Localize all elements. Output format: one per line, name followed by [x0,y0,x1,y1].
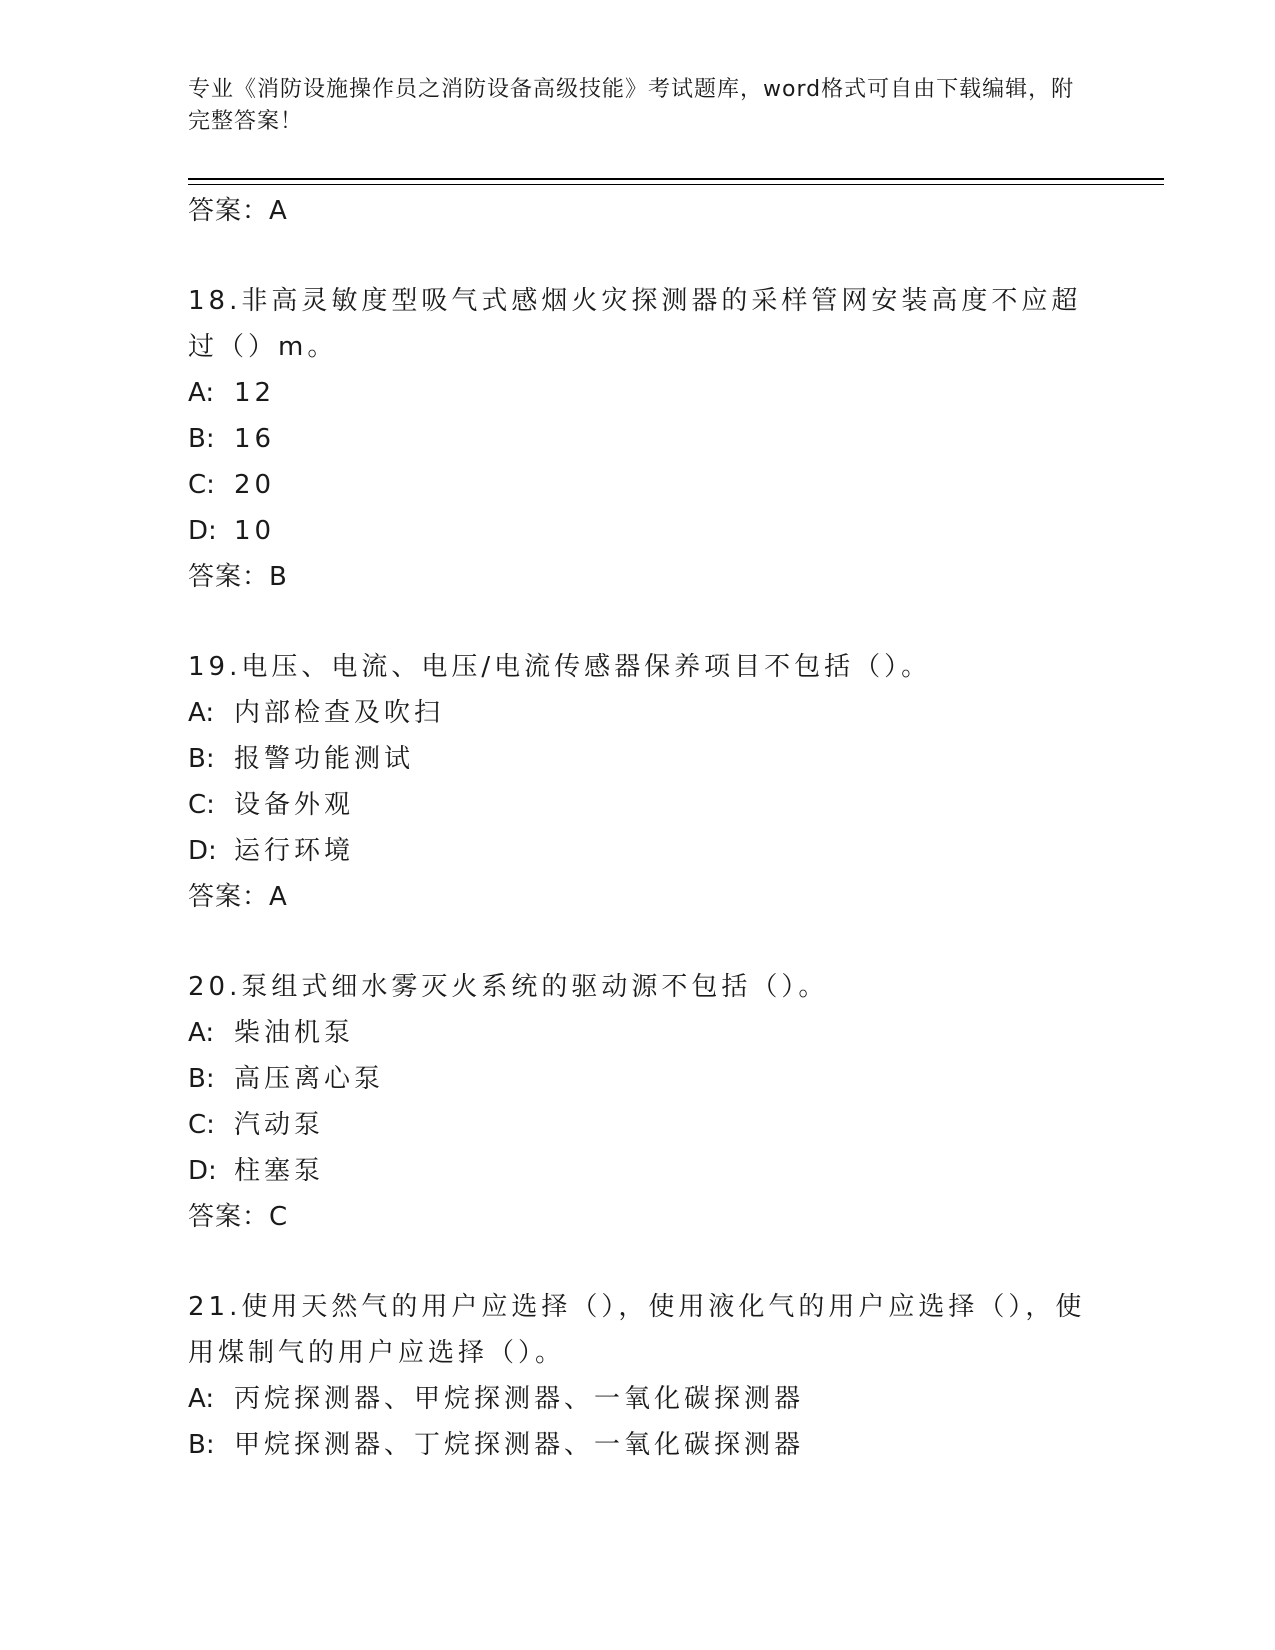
option-label: C: [188,470,215,500]
option-label: D: [188,1156,217,1186]
option-text: 内部检查及吹扫 [234,698,445,728]
answer: 答案：B [188,562,288,592]
option-text: 20 [234,470,276,500]
option-c [188,782,1088,828]
option-label: C: [188,1110,215,1140]
question-text: 21.使用天然气的用户应选择（），使用液化气的用户应选择（），使用煤制气的用户应选择（）。 [188,1292,1086,1368]
option-text: 甲烷探测器、丁烷探测器、一氧化碳探测器 [234,1430,805,1460]
question-18 [188,278,1088,600]
option-b [188,1422,1088,1468]
document-header: 专业《消防设施操作员之消防设备高级技能》考试题库，word格式可自由下载编辑，附完整答案！ [188,77,1075,134]
option-a [188,370,1088,416]
option-label: D: [188,516,217,546]
option-label: B: [188,424,215,454]
option-label: A: [188,378,215,408]
question-20 [188,964,1088,1240]
option-text: 10 [234,516,276,546]
previous-answer: 答案：A [188,196,288,226]
option-text: 报警功能测试 [234,744,415,774]
question-19 [188,644,1088,920]
question-text: 19.电压、电流、电压/电流传感器保养项目不包括（）。 [188,652,932,682]
header-divider-thin [188,184,1164,185]
option-b [188,736,1088,782]
option-text: 运行环境 [234,836,355,866]
question-text: 20.泵组式细水雾灭火系统的驱动源不包括（）。 [188,972,829,1002]
option-label: D: [188,836,217,866]
option-label: A: [188,1018,215,1048]
option-label: B: [188,744,215,774]
option-d [188,508,1088,554]
option-text: 16 [234,424,276,454]
option-c [188,462,1088,508]
header-divider-thick [188,178,1164,180]
option-a [188,1010,1088,1056]
option-label: A: [188,698,215,728]
option-text: 汽动泵 [234,1110,325,1140]
option-text: 柱塞泵 [234,1156,325,1186]
answer: 答案：C [188,1202,289,1232]
option-text: 设备外观 [234,790,355,820]
option-b [188,1056,1088,1102]
option-label: C: [188,790,215,820]
option-b [188,416,1088,462]
question-text: 18.非高灵敏度型吸气式感烟火灾探测器的采样管网安装高度不应超过（）m。 [188,286,1082,362]
question-list [188,188,1088,1468]
option-label: A: [188,1384,215,1414]
option-a [188,1376,1088,1422]
question-21 [188,1284,1088,1468]
option-text: 柴油机泵 [234,1018,355,1048]
option-text: 丙烷探测器、甲烷探测器、一氧化碳探测器 [234,1384,805,1414]
option-label: B: [188,1430,215,1460]
option-d [188,1148,1088,1194]
option-d [188,828,1088,874]
option-c [188,1102,1088,1148]
option-text: 12 [234,378,276,408]
option-label: B: [188,1064,215,1094]
option-a [188,690,1088,736]
option-text: 高压离心泵 [234,1064,385,1094]
answer: 答案：A [188,882,288,912]
